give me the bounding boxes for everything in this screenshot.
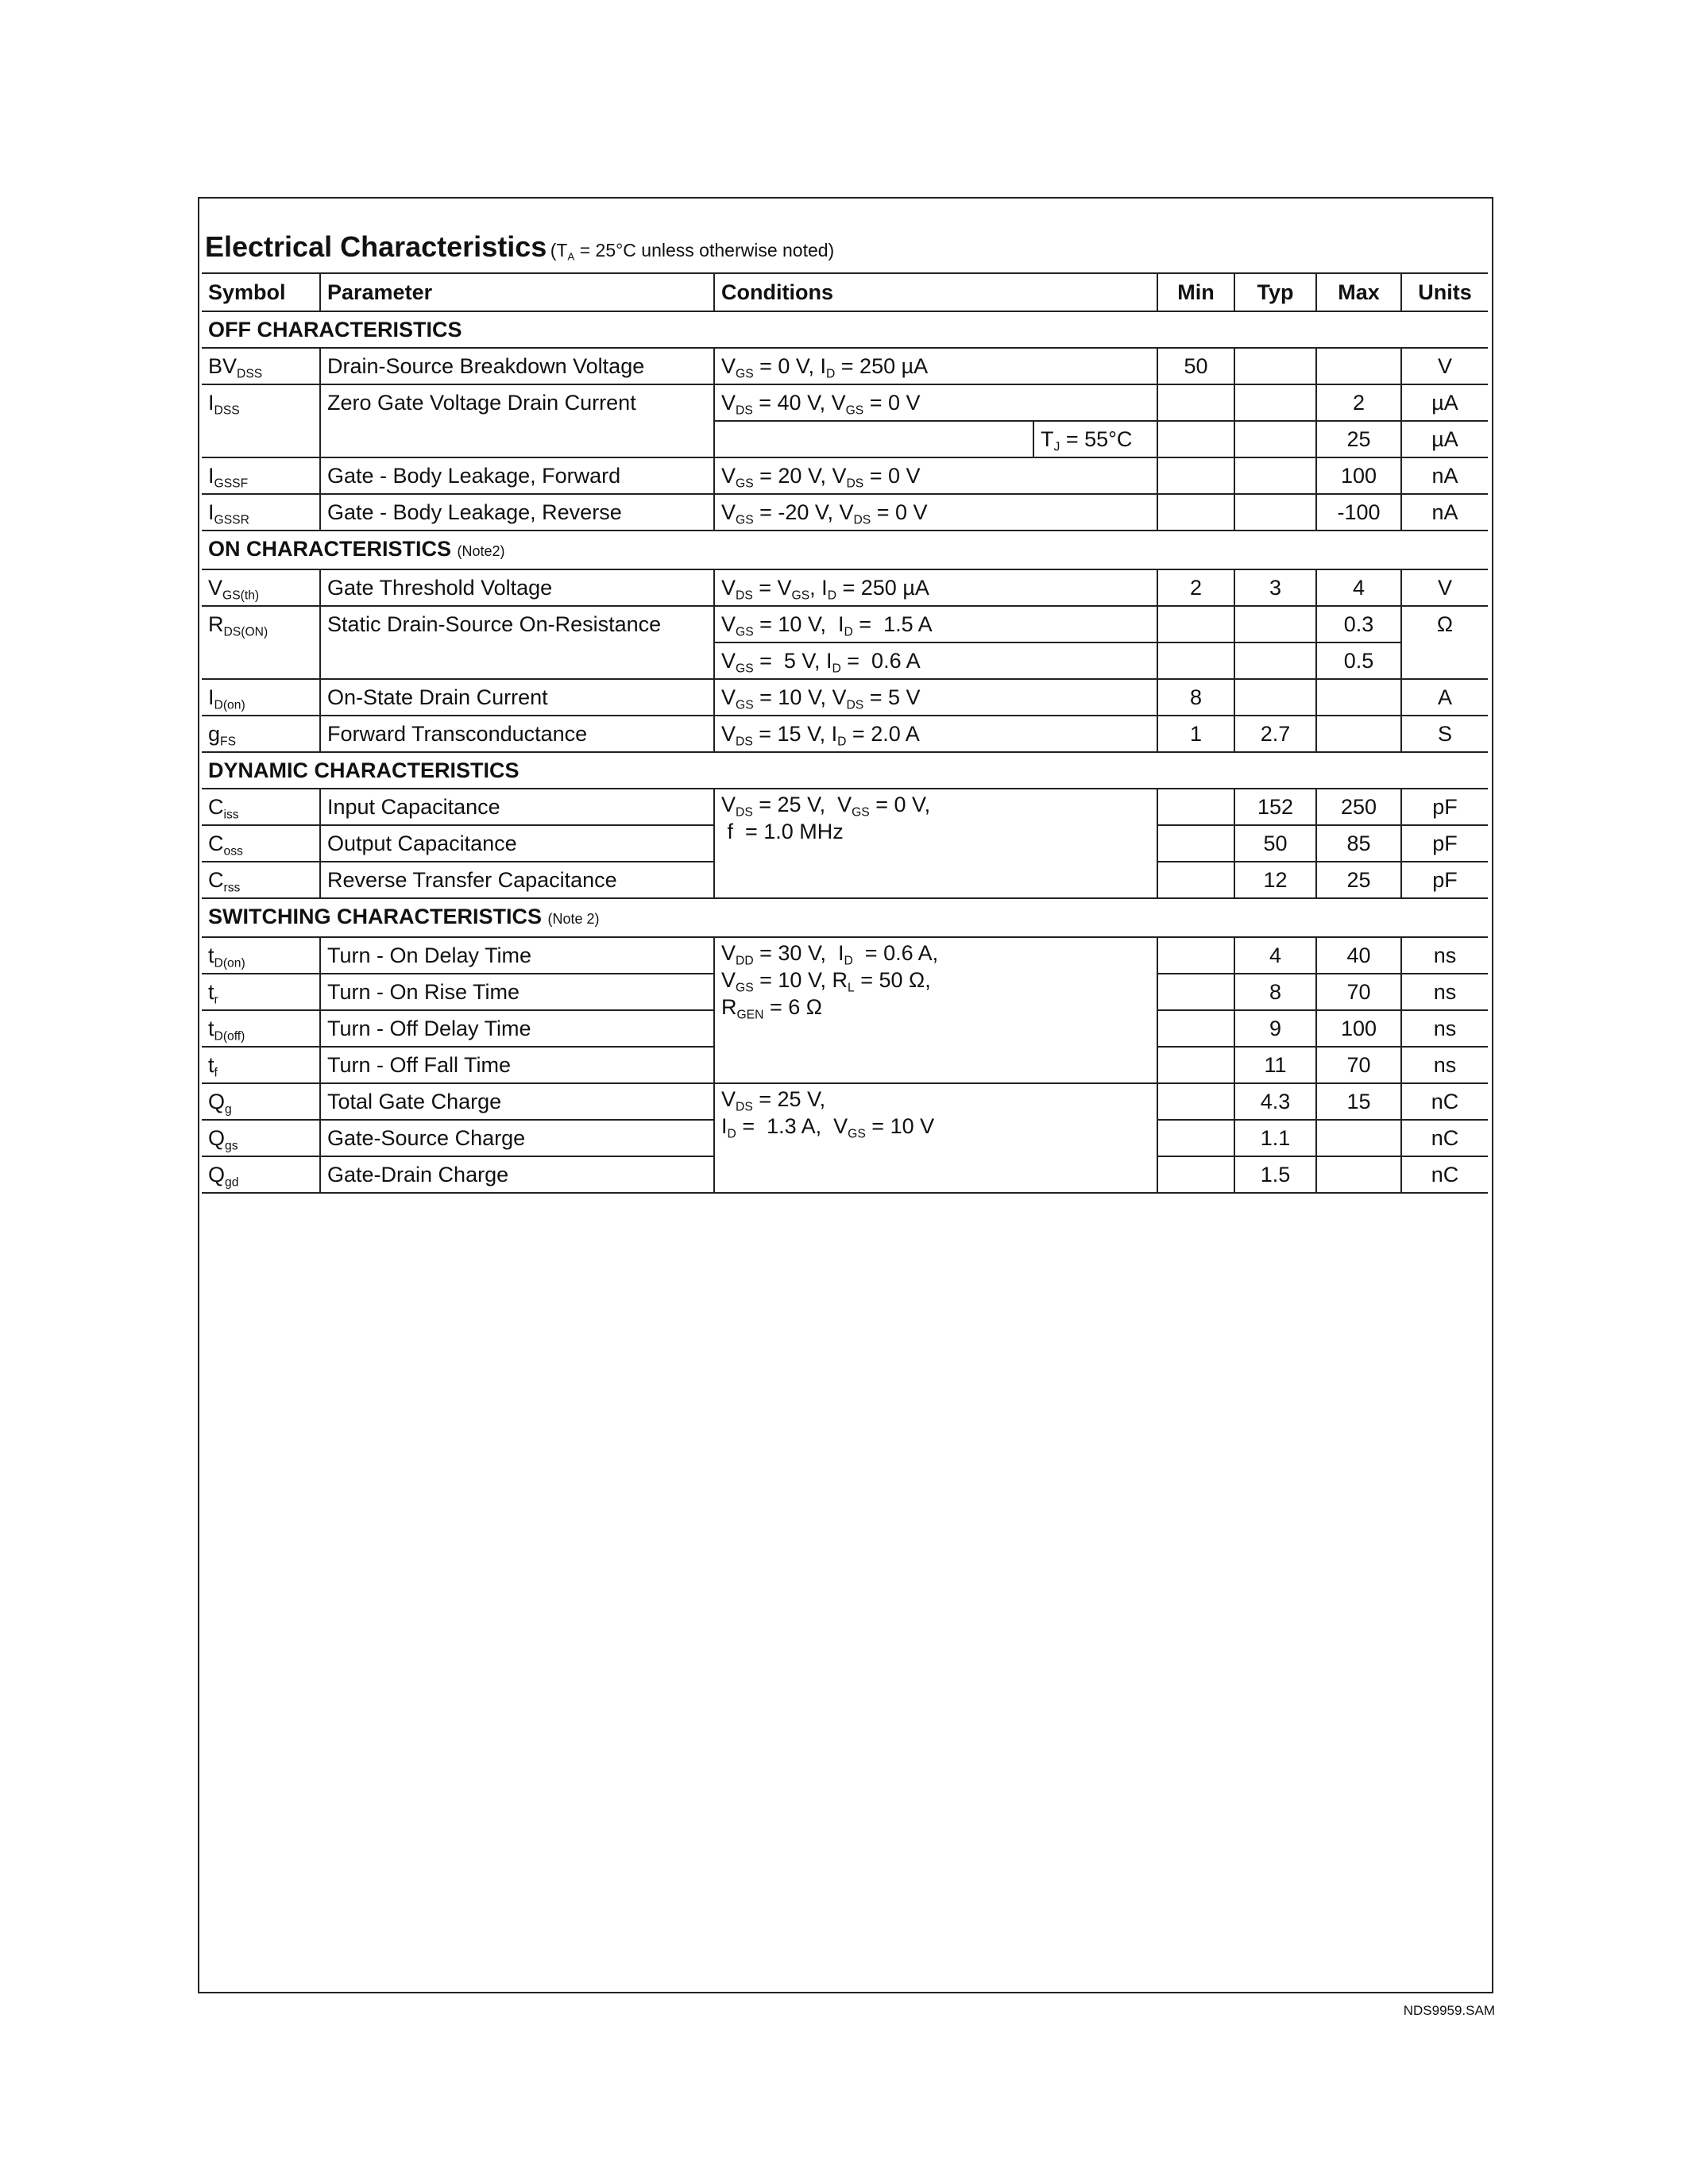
- min-cell: [1157, 862, 1234, 898]
- typ-cell: [1234, 606, 1316, 642]
- conditions-cell: [714, 421, 1033, 457]
- section-title-switching: [202, 898, 1488, 937]
- max-cell: [1316, 716, 1401, 752]
- min-cell: [1157, 937, 1234, 974]
- symbol-cell: $Q_{gs}$: [202, 1120, 320, 1156]
- max-cell: 4: [1316, 569, 1401, 606]
- header-max: Max: [1316, 273, 1401, 311]
- parameter-cell: Turn - On Delay Time: [320, 937, 714, 974]
- page-title: [205, 230, 834, 264]
- header-symbol: Symbol: [202, 273, 320, 311]
- max-cell: 85: [1316, 825, 1401, 862]
- section-title-on-text: ON CHARACTERISTICS: [208, 537, 452, 561]
- table-row-gfs: [202, 716, 1488, 752]
- parameter-cell: Gate - Body Leakage, Forward: [320, 457, 714, 494]
- symbol-cell: $g_{FS}$: [202, 716, 320, 752]
- symbol-cell: $t_{D(on)}$: [202, 937, 320, 974]
- parameter-cell: Static Drain-Source On-Resistance: [320, 606, 714, 679]
- typ-cell: 8: [1234, 974, 1316, 1010]
- max-cell: -100: [1316, 494, 1401, 531]
- parameter-cell: Turn - Off Fall Time: [320, 1047, 714, 1083]
- typ-cell: 152: [1234, 789, 1316, 825]
- parameter-cell: Turn - On Rise Time: [320, 974, 714, 1010]
- symbol-cell: $I_{D(on)}$: [202, 679, 320, 716]
- typ-cell: 4.3: [1234, 1083, 1316, 1120]
- header-parameter: Parameter: [320, 273, 714, 311]
- section-row-dynamic: [202, 752, 1488, 789]
- table-row-tdon: [202, 937, 1488, 974]
- tj-condition-cell: $T_J = 55^\circ C$: [1033, 421, 1157, 457]
- min-cell: [1157, 1010, 1234, 1047]
- symbol-cell: $I_{GSSF}$: [202, 457, 320, 494]
- conditions-cell: $V_{GS} = 5$ V, $I_D = 0.6$ A: [714, 642, 1157, 679]
- table-row-qg: [202, 1083, 1488, 1120]
- header-units: Units: [1401, 273, 1488, 311]
- units-cell: µA: [1401, 421, 1488, 457]
- max-cell: 15: [1316, 1083, 1401, 1120]
- conditions-cell: $V_{GS} = -20$ V, $V_{DS} = 0$ V: [714, 494, 1157, 531]
- min-cell: [1157, 494, 1234, 531]
- parameter-cell: On-State Drain Current: [320, 679, 714, 716]
- min-cell: [1157, 421, 1234, 457]
- units-cell: pF: [1401, 789, 1488, 825]
- conditions-cell: $V_{GS} = 0$ V, $I_D = 250$ µA: [714, 348, 1157, 384]
- header-typ: Typ: [1234, 273, 1316, 311]
- parameter-cell: Output Capacitance: [320, 825, 714, 862]
- symbol-cell: $t_{D(off)}$: [202, 1010, 320, 1047]
- conditions-cell: $V_{GS} = 10$ V, $I_D = 1.5$ A: [714, 606, 1157, 642]
- units-cell: nA: [1401, 457, 1488, 494]
- max-cell: 0.3: [1316, 606, 1401, 642]
- section-row-switching: [202, 898, 1488, 937]
- max-cell: 100: [1316, 1010, 1401, 1047]
- min-cell: [1157, 384, 1234, 421]
- typ-cell: 50: [1234, 825, 1316, 862]
- table-row-bvdss: [202, 348, 1488, 384]
- max-cell: [1316, 1156, 1401, 1193]
- parameter-cell: Gate Threshold Voltage: [320, 569, 714, 606]
- min-cell: [1157, 606, 1234, 642]
- min-cell: [1157, 642, 1234, 679]
- symbol-cell: $C_{oss}$: [202, 825, 320, 862]
- table-row-igssr: [202, 494, 1488, 531]
- symbol-cell: $R_{DS(ON)}$: [202, 606, 320, 679]
- max-cell: 250: [1316, 789, 1401, 825]
- typ-cell: 9: [1234, 1010, 1316, 1047]
- min-cell: [1157, 974, 1234, 1010]
- min-cell: 1: [1157, 716, 1234, 752]
- typ-cell: 3: [1234, 569, 1316, 606]
- table-row-idon: [202, 679, 1488, 716]
- units-cell: Ω: [1401, 606, 1488, 679]
- conditions-cell: $V_{GS} = 20$ V, $V_{DS} = 0$ V: [714, 457, 1157, 494]
- typ-cell: 11: [1234, 1047, 1316, 1083]
- parameter-cell: Turn - Off Delay Time: [320, 1010, 714, 1047]
- symbol-cell: $C_{rss}$: [202, 862, 320, 898]
- units-cell: A: [1401, 679, 1488, 716]
- typ-cell: [1234, 348, 1316, 384]
- section-row-off: [202, 311, 1488, 348]
- symbol-cell: $C_{iss}$: [202, 789, 320, 825]
- max-cell: 25: [1316, 862, 1401, 898]
- min-cell: 2: [1157, 569, 1234, 606]
- max-cell: 100: [1316, 457, 1401, 494]
- units-cell: ns: [1401, 1010, 1488, 1047]
- typ-cell: 12: [1234, 862, 1316, 898]
- max-cell: 70: [1316, 974, 1401, 1010]
- section-title-on: [202, 531, 1488, 569]
- symbol-cell: $Q_{gd}$: [202, 1156, 320, 1193]
- typ-cell: 2.7: [1234, 716, 1316, 752]
- units-cell: nA: [1401, 494, 1488, 531]
- document-code: NDS9959.SAM: [1403, 2003, 1495, 2018]
- units-cell: ns: [1401, 1047, 1488, 1083]
- symbol-cell: $BV_{DSS}$: [202, 348, 320, 384]
- title-text: Electrical Characteristics: [205, 230, 547, 263]
- section-note-switching: (Note 2): [547, 911, 600, 927]
- units-cell: nC: [1401, 1120, 1488, 1156]
- conditions-cell: $V_{DS} = 40$ V, $V_{GS} = 0$ V: [714, 384, 1157, 421]
- conditions-cell: $V_{DS} = 15$ V, $I_D = 2.0$ A: [714, 716, 1157, 752]
- max-cell: 40: [1316, 937, 1401, 974]
- symbol-cell: $I_{DSS}$: [202, 384, 320, 457]
- units-cell: S: [1401, 716, 1488, 752]
- max-cell: [1316, 1120, 1401, 1156]
- table-row-vgsth: [202, 569, 1488, 606]
- symbol-cell: $V_{GS(th)}$: [202, 569, 320, 606]
- parameter-cell: Zero Gate Voltage Drain Current: [320, 384, 714, 457]
- max-cell: [1316, 679, 1401, 716]
- parameter-cell: Input Capacitance: [320, 789, 714, 825]
- units-cell: V: [1401, 348, 1488, 384]
- min-cell: [1157, 825, 1234, 862]
- typ-cell: [1234, 642, 1316, 679]
- electrical-characteristics-table: [202, 272, 1488, 1194]
- max-cell: [1316, 348, 1401, 384]
- typ-cell: 4: [1234, 937, 1316, 974]
- units-cell: ns: [1401, 937, 1488, 974]
- max-cell: 2: [1316, 384, 1401, 421]
- typ-cell: [1234, 384, 1316, 421]
- table-row-ciss: [202, 789, 1488, 825]
- units-cell: pF: [1401, 862, 1488, 898]
- symbol-cell: $I_{GSSR}$: [202, 494, 320, 531]
- parameter-cell: Drain-Source Breakdown Voltage: [320, 348, 714, 384]
- typ-cell: 1.5: [1234, 1156, 1316, 1193]
- min-cell: [1157, 789, 1234, 825]
- units-cell: V: [1401, 569, 1488, 606]
- min-cell: [1157, 1156, 1234, 1193]
- units-cell: µA: [1401, 384, 1488, 421]
- header-conditions: Conditions: [714, 273, 1157, 311]
- typ-cell: [1234, 679, 1316, 716]
- section-title-switching-text: SWITCHING CHARACTERISTICS: [208, 905, 542, 928]
- conditions-cell: $V_{GS} = 10$ V, $V_{DS} = 5$ V: [714, 679, 1157, 716]
- min-cell: [1157, 1047, 1234, 1083]
- max-cell: 70: [1316, 1047, 1401, 1083]
- header-row: [202, 273, 1488, 311]
- min-cell: [1157, 1083, 1234, 1120]
- typ-cell: [1234, 494, 1316, 531]
- conditions-cell: $V_{DS} = 25$ V, $V_{GS} = 0$ V, f = 1.0 MHz: [714, 789, 1157, 898]
- symbol-cell: $Q_g$: [202, 1083, 320, 1120]
- typ-cell: [1234, 457, 1316, 494]
- conditions-cell: $V_{DS} = 25$ V, $I_D = 1.3$ A, $V_{GS} = 10$ V: [714, 1083, 1157, 1193]
- table-row-rdson: [202, 606, 1488, 642]
- max-cell: 0.5: [1316, 642, 1401, 679]
- min-cell: [1157, 1120, 1234, 1156]
- conditions-cell: $V_{DD} = 30$ V, $I_D = 0.6$ A, $V_{GS} = 10$ V, $R_L = 50$ Ω, $R_{GEN} = 6$ Ω: [714, 937, 1157, 1083]
- min-cell: [1157, 457, 1234, 494]
- parameter-cell: Reverse Transfer Capacitance: [320, 862, 714, 898]
- section-title-off: OFF CHARACTERISTICS: [202, 311, 1488, 348]
- units-cell: nC: [1401, 1156, 1488, 1193]
- section-title-dynamic: DYNAMIC CHARACTERISTICS: [202, 752, 1488, 789]
- table-row-idss: [202, 384, 1488, 421]
- table-row-igssf: [202, 457, 1488, 494]
- min-cell: 8: [1157, 679, 1234, 716]
- typ-cell: 1.1: [1234, 1120, 1316, 1156]
- title-note: ($T_A = 25^\circ C$ unless otherwise noted): [550, 240, 835, 263]
- symbol-cell: $t_f$: [202, 1047, 320, 1083]
- parameter-cell: Forward Transconductance: [320, 716, 714, 752]
- units-cell: nC: [1401, 1083, 1488, 1120]
- section-row-on: [202, 531, 1488, 569]
- typ-cell: [1234, 421, 1316, 457]
- conditions-cell: $V_{DS} = V_{GS}$, $I_D = 250$ µA: [714, 569, 1157, 606]
- parameter-cell: Gate-Source Charge: [320, 1120, 714, 1156]
- parameter-cell: Gate - Body Leakage, Reverse: [320, 494, 714, 531]
- min-cell: 50: [1157, 348, 1234, 384]
- section-note-on: (Note2): [457, 543, 505, 559]
- symbol-cell: $t_r$: [202, 974, 320, 1010]
- parameter-cell: Gate-Drain Charge: [320, 1156, 714, 1193]
- max-cell: 25: [1316, 421, 1401, 457]
- units-cell: pF: [1401, 825, 1488, 862]
- units-cell: ns: [1401, 974, 1488, 1010]
- header-min: Min: [1157, 273, 1234, 311]
- parameter-cell: Total Gate Charge: [320, 1083, 714, 1120]
